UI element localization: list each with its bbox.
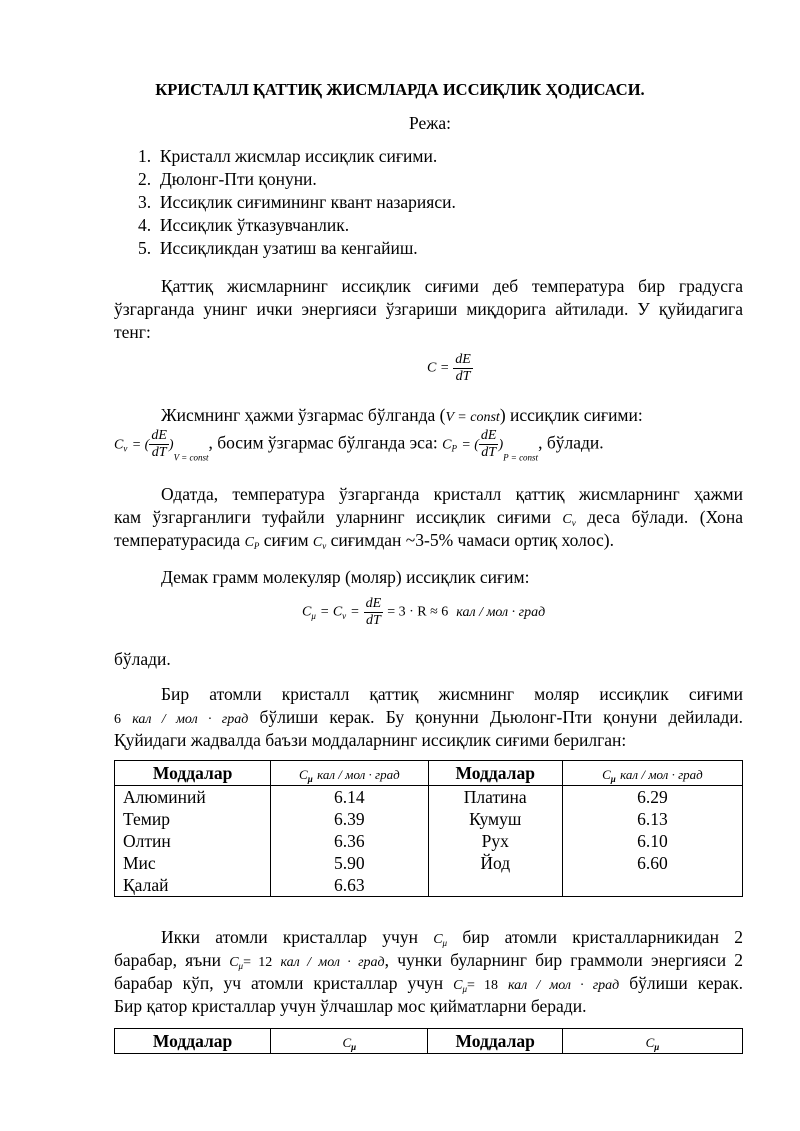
page-title: КРИСТАЛЛ ҚАТТИҚ ЖИСМЛАРДА ИССИҚЛИК ҲОДИСАСИ. [155,80,645,99]
list-item: 1. Кристалл жисмлар иссиқлик сиғими. [138,146,438,166]
plan-heading: Режа: [409,113,451,133]
paragraph-line: барабар, яъни $C_\mu= 12$ кал / мол · град, чунки буларнинг бир граммоли энергияси 2 [114,950,743,971]
heat-capacity-table [114,760,743,897]
table-header-substances: Моддалар [115,1029,271,1054]
paragraph-line: барабар кўп, уч атомли кристаллар учун $C_\mu= 18$ кал / мол · град бўлиши керак. [114,973,743,994]
formula-heat-capacity: C = $\frac{dE}{dT}$ [427,352,471,384]
paragraph-line: Бир атомли кристалл қаттиқ жисмнинг моляр иссиқлик сиғими [161,684,743,704]
table-cell-names: Алюминий Темир Олтин Мис Қалай [115,786,271,897]
paragraph-line: кам ўзгарганлиги туфайли уларнинг иссиқлик сиғими $C_v$ деса бўлади. (Хона [114,507,743,528]
list-item: 2. Дюлонг-Пти қонуни. [138,169,317,189]
paragraph-line: тенг: [114,322,151,342]
paragraph-line: Демак грамм молекуляр (моляр) иссиқлик сиғим: [161,567,530,587]
formula-molar-heat: $C_\mu = C_v$ = $\frac{dE}{dT}$ = 3 · R ≈ 6 кал / мол · град [302,596,546,628]
paragraph-line: Қаттиқ жисмларнинг иссиқлик сиғими деб температура бир градусга [161,276,743,296]
formula-line-cv-cp: $C_v$ = ( $\frac{dE}{dT}$ )$_{V = const}$, босим ўзгармас бўлганда эса: $C_P$ = ( $\frac{dE}{dT}$ )$_{P = const}$, бўлади. [114,428,604,463]
crystal-capacity-table [114,1028,743,1054]
paragraph-line: Одатда, температура ўзгарганда кристалл қаттиқ жисмларнинг ҳажми [161,484,743,504]
paragraph-line: бўлади. [114,649,171,669]
list-item: 3. Иссиқлик сиғимининг квант назарияси. [138,192,456,212]
paragraph-line: Икки атомли кристаллар учун $C_\mu$ бир атомли кристалларникидан 2 [161,927,744,948]
table-header-substances: Моддалар [115,761,271,786]
table-header-substances: Моддалар [428,1029,562,1054]
paragraph-line: 6 кал / мол · град бўлиши керак. Бу қонунни Дьюлонг-Пти қонуни дейилади. [114,707,743,727]
table-cell-values: 6.29 6.13 6.10 6.60 [562,786,742,897]
paragraph-line: ўзгарганда унинг ички энергияси ўзгариши миқдорига айтилади. У қуйидагига [114,299,743,319]
table-header-capacity: $C_\mu$ кал / мол · град [271,761,428,786]
table-cell-names: Платина Кумуш Рух Йод [428,786,562,897]
paragraph-line: температурасида $C_P$ сиғим $C_v$ сиғимдан ~3-5% чамаси ортиқ холос). [114,530,614,551]
paragraph-line: Қуйидаги жадвалда баъзи моддаларнинг иссиқлик сиғими берилган: [114,730,627,750]
list-item: 5. Иссиқликдан узатиш ва кенгайиш. [138,238,418,258]
table-header-capacity: $C_\mu$ [562,1029,742,1054]
list-item: 4. Иссиқлик ўтказувчанлик. [138,215,350,235]
table-header-substances: Моддалар [428,761,562,786]
table-header-capacity: $C_\mu$ кал / мол · град [562,761,742,786]
table-cell-values: 6.14 6.39 6.36 5.90 6.63 [271,786,428,897]
paragraph-line: Бир қатор кристаллар учун ўлчашлар мос қийматларни беради. [114,996,587,1016]
paragraph-line: Жисмнинг ҳажми ўзгармас бўлганда (V = const) иссиқлик сиғими: [161,405,643,425]
table-header-capacity: $C_\mu$ [271,1029,428,1054]
